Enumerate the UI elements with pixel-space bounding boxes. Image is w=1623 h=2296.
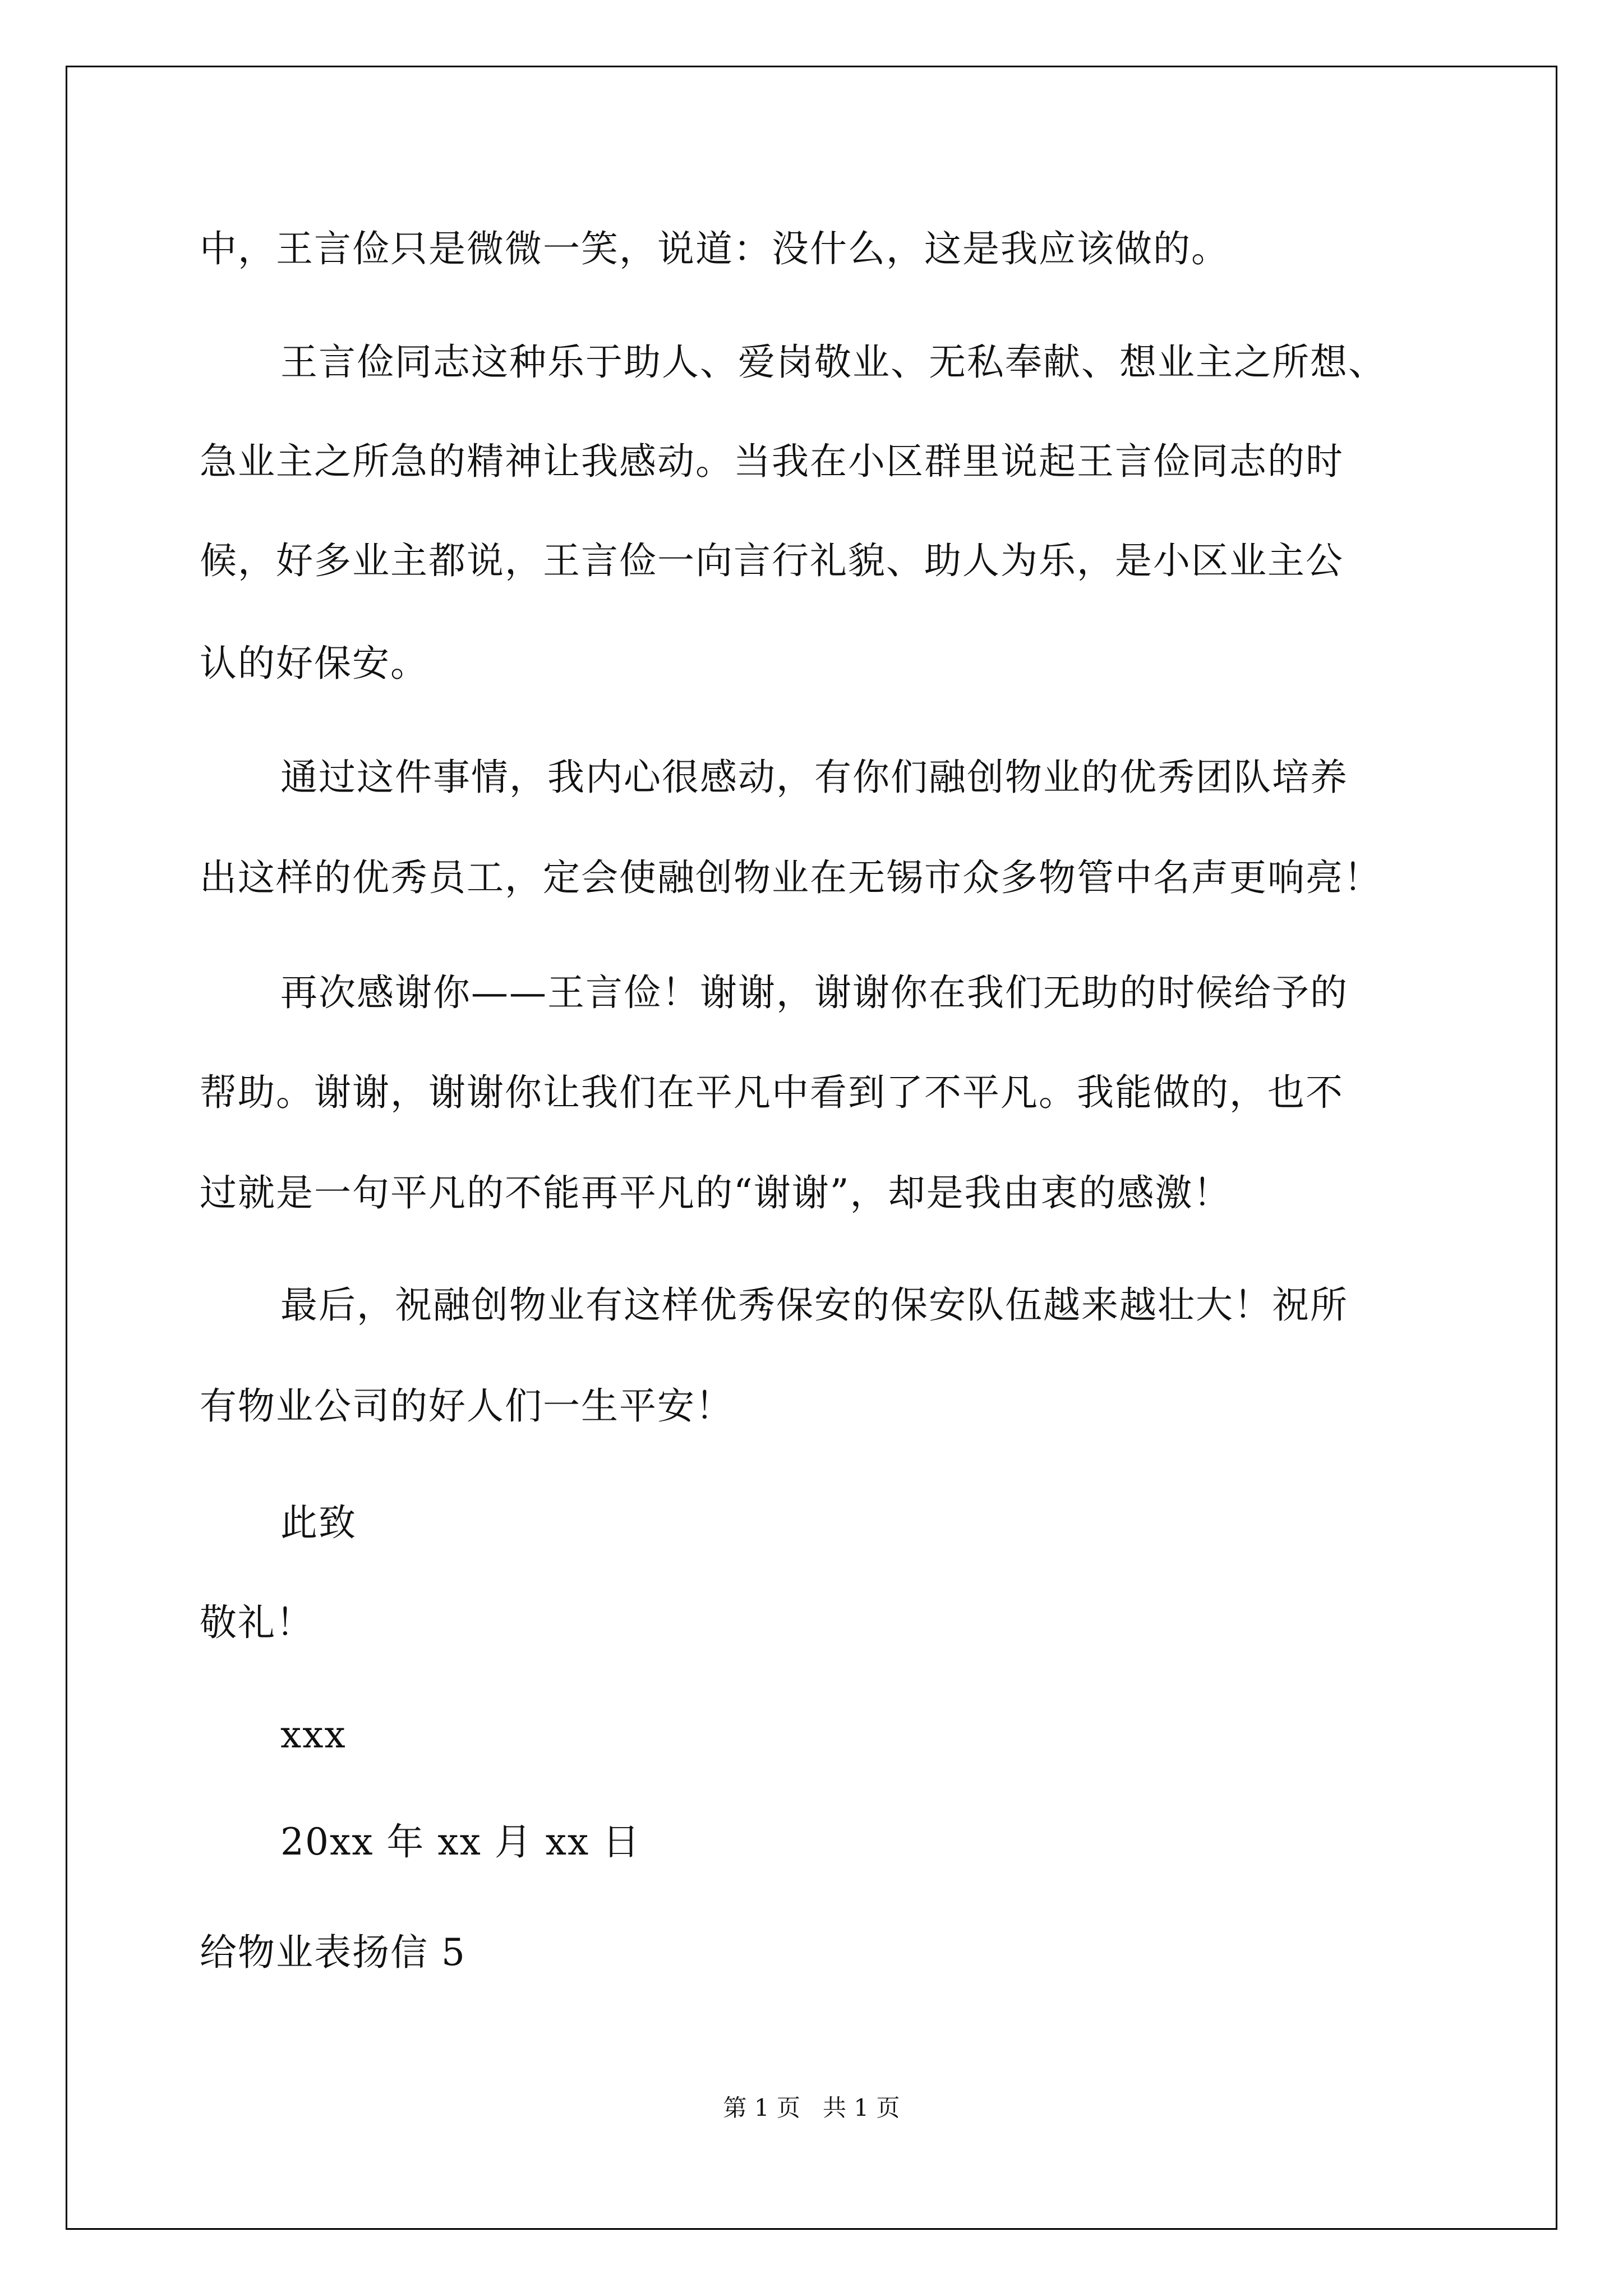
paragraph-3-line-1: 再次感谢你——王言俭！谢谢，谢谢你在我们无助的时候给予的 — [280, 971, 1348, 1014]
paragraph-4-line-2: 有物业公司的好人们一生平安！ — [200, 1384, 734, 1428]
next-letter-title: 给物业表扬信 5 — [200, 1931, 466, 1974]
paragraph-1-line-1: 王言俭同志这种乐于助人、爱岗敬业、无私奉献、想业主之所想、 — [280, 341, 1386, 384]
page-footer: 第 1 页 共 1 页 — [723, 2094, 900, 2122]
paragraph-3-line-2: 帮助。谢谢，谢谢你让我们在平凡中看到了不平凡。我能做的，也不 — [200, 1071, 1344, 1114]
paragraph-2-line-1: 通过这件事情，我内心很感动，有你们融创物业的优秀团队培养 — [280, 756, 1348, 799]
signature-name: xxx — [280, 1713, 347, 1756]
closing-salutation: 此致 — [280, 1501, 357, 1544]
paragraph-3-line-3: 过就是一句平凡的不能再平凡的“谢谢”，却是我由衷的感激！ — [200, 1171, 1232, 1214]
paragraph-4-line-1: 最后，祝融创物业有这样优秀保安的保安队伍越来越壮大！祝所 — [280, 1283, 1348, 1327]
paragraph-1-line-3: 候，好多业主都说，王言俭一向言行礼貌、助人为乐，是小区业主公 — [200, 539, 1344, 582]
paragraph-1-line-2: 急业主之所急的精神让我感动。当我在小区群里说起王言俭同志的时 — [200, 440, 1344, 483]
signature-date: 20xx 年 xx 月 xx 日 — [280, 1820, 641, 1864]
body-line-1: 中，王言俭只是微微一笑，说道：没什么，这是我应该做的。 — [200, 227, 1229, 270]
paragraph-1-line-4: 认的好保安。 — [200, 642, 428, 685]
closing-respect: 敬礼！ — [200, 1601, 314, 1644]
page-border — [66, 66, 1557, 2230]
paragraph-2-line-2: 出这样的优秀员工，定会使融创物业在无锡市众多物管中名声更响亮！ — [200, 856, 1382, 899]
